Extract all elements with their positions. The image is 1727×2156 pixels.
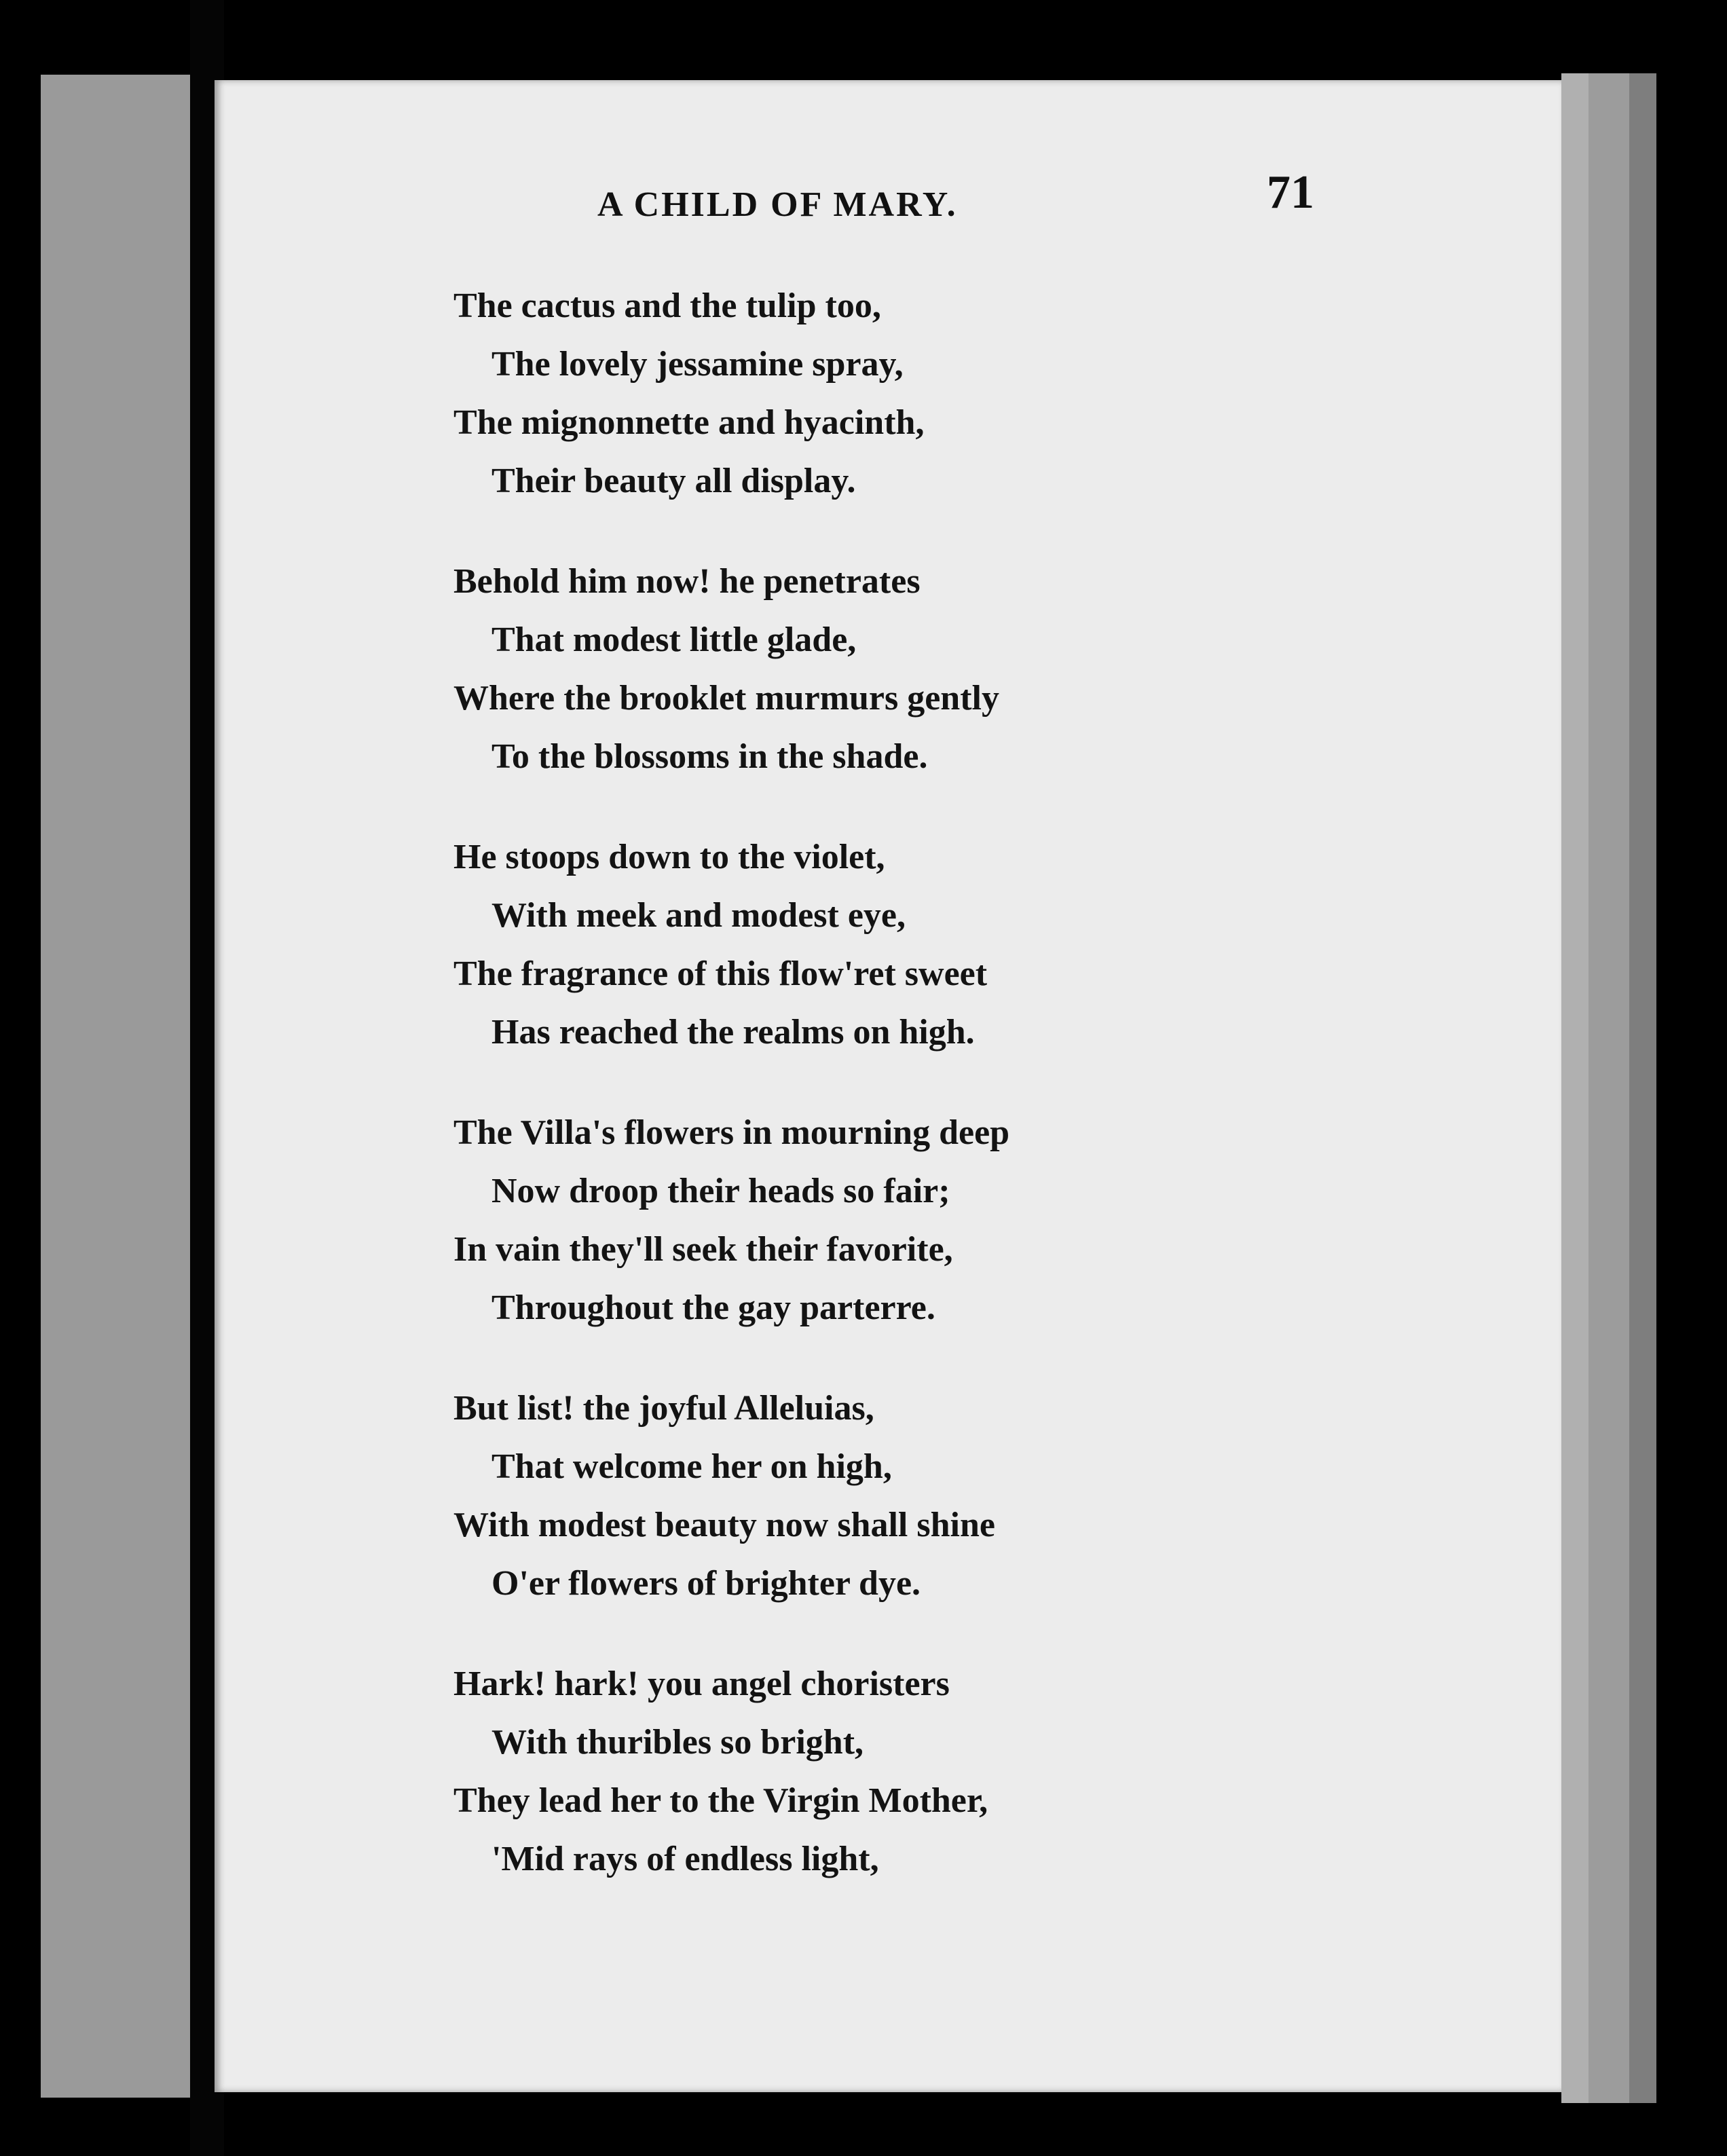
facing-page-edge xyxy=(41,75,190,2098)
stanza xyxy=(453,1104,1404,1337)
stanza xyxy=(453,1655,1404,1889)
poem xyxy=(453,277,1404,1931)
page-stack-edge xyxy=(1629,73,1656,2103)
poem-line: But list! the joyful Alleluias, xyxy=(453,1389,874,1428)
poem-line: To the blossoms in the shade. xyxy=(491,737,928,776)
poem-line: That welcome her on high, xyxy=(491,1447,892,1486)
poem-line: The lovely jessamine spray, xyxy=(491,345,904,384)
running-title: A CHILD OF MARY. xyxy=(597,185,958,224)
stanza xyxy=(453,277,1404,510)
stanza xyxy=(453,828,1404,1062)
poem-line: In vain they'll seek their favorite, xyxy=(453,1230,953,1269)
page-stack-edge xyxy=(1589,73,1629,2103)
page-number: 71 xyxy=(1267,166,1314,219)
poem-line: Hark! hark! you angel choristers xyxy=(453,1665,950,1703)
poem-line: He stoops down to the violet, xyxy=(453,838,885,876)
poem-line: With thuribles so bright, xyxy=(491,1723,864,1762)
poem-line: Their beauty all display. xyxy=(491,462,856,500)
poem-line: O'er flowers of brighter dye. xyxy=(491,1564,921,1603)
poem-line: The fragrance of this flow'ret sweet xyxy=(453,954,988,993)
stanza xyxy=(453,553,1404,786)
poem-line: 'Mid rays of endless light, xyxy=(491,1840,879,1878)
poem-line: Has reached the realms on high. xyxy=(491,1013,975,1052)
poem-line: With modest beauty now shall shine xyxy=(453,1506,995,1544)
poem-line: Where the brooklet murmurs gently xyxy=(453,679,999,718)
poem-line: Throughout the gay parterre. xyxy=(491,1288,935,1327)
stanza xyxy=(453,1379,1404,1613)
poem-line: The cactus and the tulip too, xyxy=(453,286,881,325)
poem-line: The Villa's flowers in mourning deep xyxy=(453,1113,1010,1152)
poem-line: Behold him now! he penetrates xyxy=(453,562,921,601)
poem-line: The mignonnette and hyacinth, xyxy=(453,403,925,442)
poem-line: Now droop their heads so fair; xyxy=(491,1172,950,1210)
poem-line: They lead her to the Virgin Mother, xyxy=(453,1781,988,1820)
poem-line: With meek and modest eye, xyxy=(491,896,906,935)
poem-line: That modest little glade, xyxy=(491,620,857,659)
page-stack-edge xyxy=(1561,73,1589,2103)
